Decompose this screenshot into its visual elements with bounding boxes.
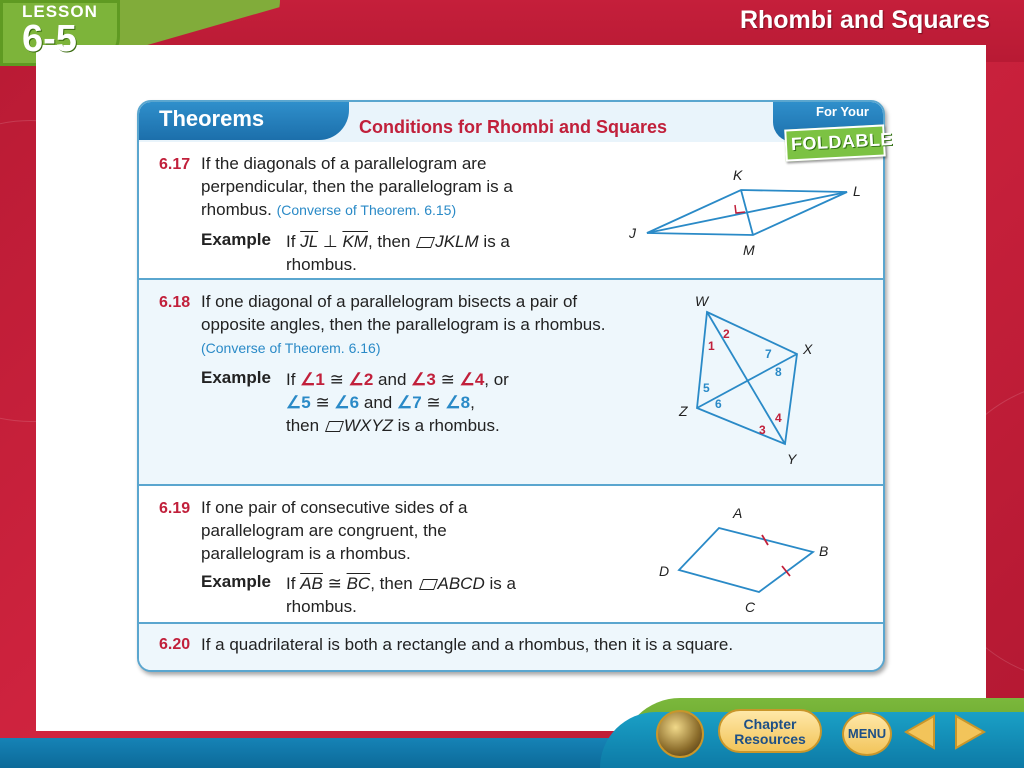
vertex-b: B: [819, 543, 829, 559]
theorem-statement: [201, 290, 616, 360]
example-word: If: [286, 232, 296, 251]
example-word: and: [363, 393, 393, 412]
vertex-d: D: [659, 563, 670, 579]
example-word: then: [286, 416, 320, 435]
theorem-converse-note: (Converse of Theorem. 6.15): [276, 202, 457, 218]
vertex-y: Y: [787, 451, 797, 467]
example-word: If: [286, 574, 296, 593]
congruent-symbol: ≅: [329, 370, 344, 389]
chapter-resources-line2: Resources: [734, 731, 806, 747]
next-arrow-icon[interactable]: [950, 712, 990, 752]
lesson-number: 6-5: [22, 18, 77, 60]
theorem-statement: If a quadrilateral is both a rectangle and a rhombus, then it is a square.: [201, 635, 734, 654]
angle-2: ∠2: [348, 370, 374, 389]
angle-3: ∠3: [411, 370, 436, 389]
menu-button[interactable]: MENU: [842, 712, 892, 756]
angle-label-2: 2: [723, 327, 730, 341]
example-word: , then: [367, 232, 411, 251]
vertex-z: Z: [679, 403, 688, 419]
vertex-a: A: [733, 505, 743, 521]
example-word: , or: [484, 370, 509, 389]
lesson-label: LESSON: [22, 2, 98, 21]
segment-ab: $\overline{AB}$: [300, 574, 323, 593]
example-word: If: [286, 370, 296, 389]
angle-5: ∠5: [286, 393, 311, 412]
chapter-resources-button[interactable]: [718, 709, 822, 753]
angle-label-3: 3: [759, 423, 766, 437]
angle-7: ∠7: [396, 393, 422, 412]
for-your-label: For Your: [816, 104, 869, 119]
example-word: and: [378, 370, 407, 389]
example-label: Example: [201, 572, 271, 591]
vertex-m: M: [743, 242, 755, 258]
chapter-resources-line1: Chapter: [743, 716, 797, 732]
theorem-statement-text: If the diagonals of a parallelogram are perpendicular, then the parallelogram is a rhombus.: [201, 154, 513, 219]
example-text: [286, 572, 576, 618]
angle-1: ∠1: [300, 370, 325, 389]
theorem-box-subtitle: Conditions for Rhombi and Squares: [359, 117, 668, 137]
example-label: Example: [201, 230, 271, 249]
theorem-statement-text: If one diagonal of a parallelogram bisects a pair of opposite angles, then the parallelogram is a rhombus.: [201, 292, 606, 334]
segment-bc: $\overline{BC}$: [346, 574, 371, 593]
example-word: is a rhombus.: [397, 416, 500, 435]
angle-label-1: 1: [708, 339, 715, 353]
vertex-j: J: [629, 225, 636, 241]
foldable-badge: [784, 124, 894, 161]
angle-label-7: 7: [765, 347, 772, 361]
angle-4: ∠4: [459, 370, 485, 389]
shape-name: ABCD: [437, 574, 485, 593]
segment-jl: $\overline{JL}$: [300, 232, 319, 251]
example-text: [286, 230, 576, 276]
globe-icon[interactable]: [656, 710, 704, 758]
theorem-6-18-section: [139, 280, 883, 484]
vertex-l: L: [853, 183, 861, 199]
congruent-symbol: ≅: [315, 393, 330, 412]
shape-name: WXYZ: [343, 416, 393, 435]
theorem-statement: [201, 496, 521, 565]
segment-km: $\overline{KM}$: [342, 232, 368, 251]
vertex-c: C: [745, 599, 756, 615]
theorem-number: 6.17: [159, 156, 191, 173]
angle-label-4: 4: [775, 411, 782, 425]
angle-label-8: 8: [775, 365, 782, 379]
vertex-w: W: [695, 293, 709, 309]
theorem-6-20-section: [139, 624, 883, 670]
vertex-k: K: [733, 167, 743, 183]
shape-name: JKLM: [435, 232, 479, 251]
example-word: , then: [370, 574, 413, 593]
theorem-6-19-section: [139, 486, 883, 622]
theorems-tab-label: Theorems: [159, 106, 265, 131]
rhombus-wxyz-figure: [659, 284, 839, 480]
congruent-symbol: ≅: [426, 393, 441, 412]
theorem-box: [137, 100, 885, 672]
vertex-x: X: [803, 341, 813, 357]
theorem-number: 6.20: [159, 636, 191, 653]
theorem-converse-note: (Converse of Theorem. 6.16): [201, 340, 381, 356]
angle-6: ∠6: [334, 393, 360, 412]
perp-symbol: ⊥: [322, 232, 338, 251]
congruent-symbol: ≅: [440, 370, 455, 389]
congruent-symbol: ≅: [327, 574, 342, 593]
angle-label-6: 6: [715, 397, 722, 411]
example-label: Example: [201, 368, 271, 387]
example-word: is a rhombus.: [286, 232, 510, 274]
parallelogram-icon: [416, 237, 435, 248]
theorems-tab: [139, 102, 349, 140]
slide-title: Rhombi and Squares: [739, 6, 990, 34]
example-word: is a rhombus.: [286, 574, 516, 616]
angle-8: ∠8: [445, 393, 471, 412]
rhombus-abcd-figure: [649, 492, 869, 616]
theorem-statement: [201, 152, 561, 222]
example-text: [286, 368, 576, 437]
rhombus-jklm-figure: [609, 150, 879, 270]
foldable-label: FOLDABLE: [790, 128, 894, 155]
theorem-6-17-section: [139, 142, 883, 278]
parallelogram-icon: [418, 579, 437, 590]
prev-arrow-icon[interactable]: [900, 712, 940, 752]
theorem-statement-text: If one pair of consecutive sides of a parallelogram are congruent, the parallelogram is a rhombus.: [201, 498, 468, 563]
example-word: ,: [470, 393, 475, 412]
angle-label-5: 5: [703, 381, 710, 395]
parallelogram-icon: [325, 421, 344, 432]
theorem-number: 6.18: [159, 294, 191, 311]
theorem-number: 6.19: [159, 500, 191, 517]
